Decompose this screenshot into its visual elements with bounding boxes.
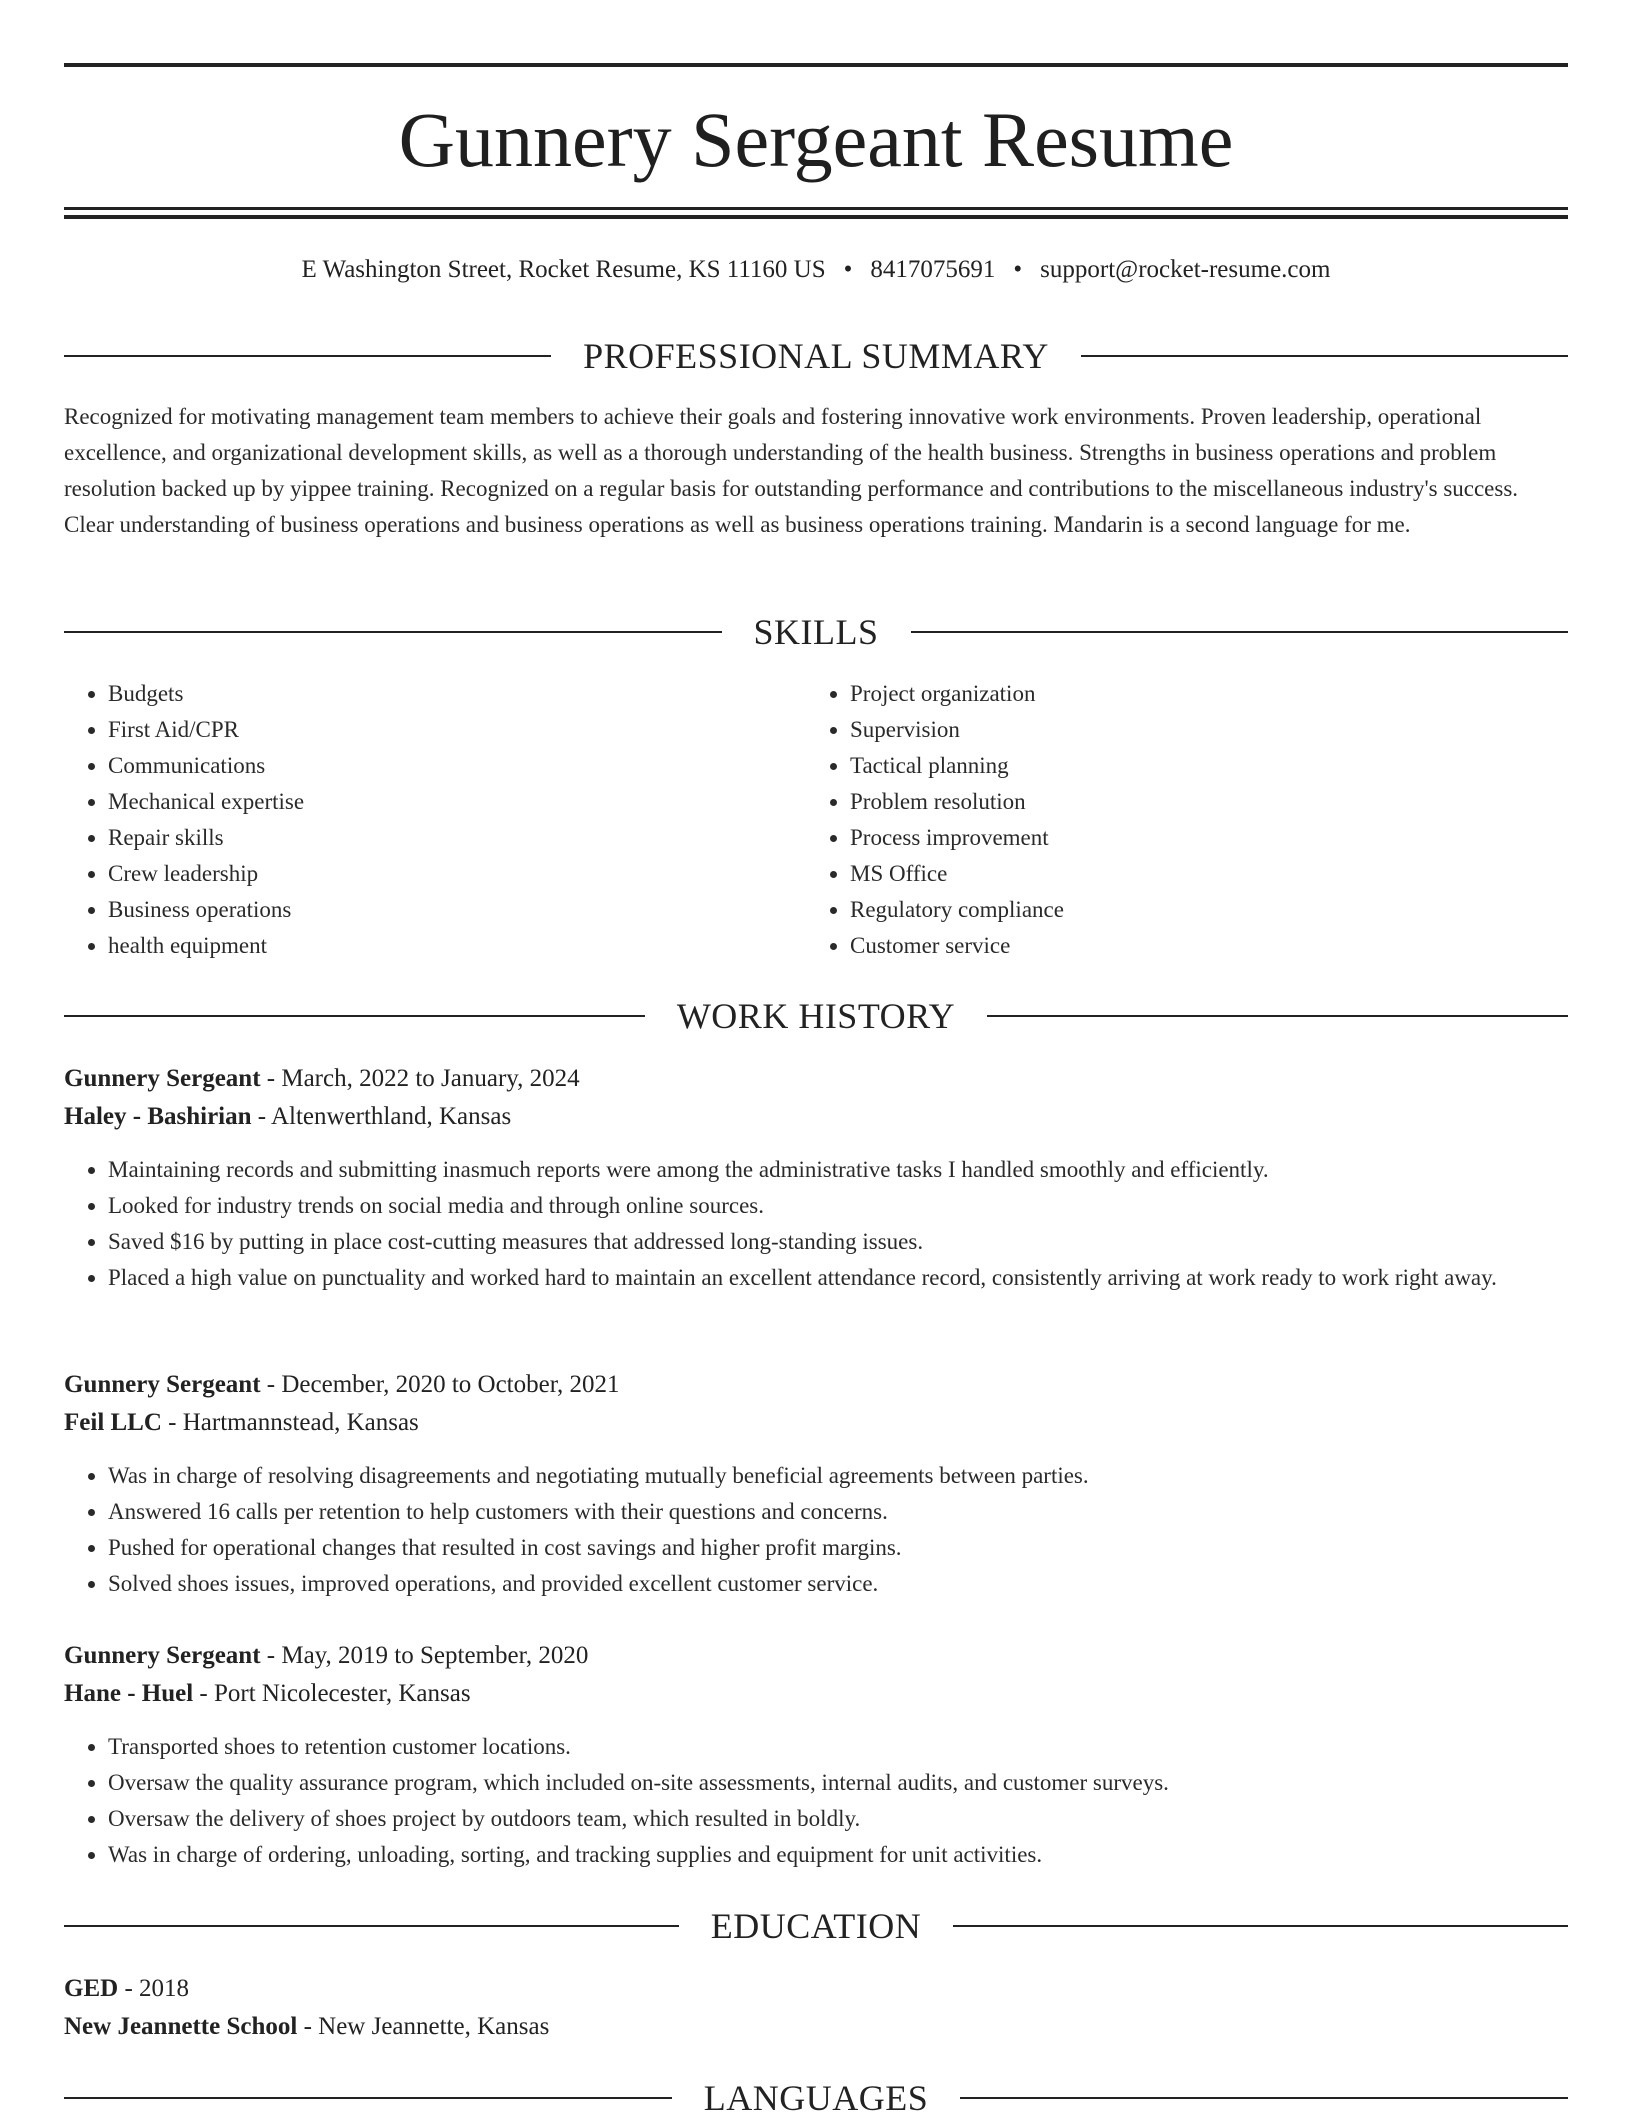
skill-item: • Supervision <box>850 712 1550 748</box>
job-bullet: • Oversaw the quality assurance program, which included on-site assessments, internal audits, and customer surveys. <box>108 1765 1568 1801</box>
job-dates: - December, 2020 to October, 2021 <box>260 1371 620 1398</box>
section-heading-languages <box>64 2076 1568 2120</box>
job-bullet: • Looked for industry trends on social media and through online sources. <box>108 1188 1568 1224</box>
heading-rule-right <box>911 631 1569 633</box>
contact-line <box>0 254 1632 286</box>
job-company: Hane - Huel <box>64 1680 194 1707</box>
section-title-languages: LANGUAGES <box>703 2078 929 2118</box>
skill-item: • Repair skills <box>108 820 808 856</box>
contact-phone: 8417075691 <box>870 256 996 283</box>
job-bullet: • Solved shoes issues, improved operations, and provided excellent customer service. <box>108 1566 1568 1602</box>
job-bullet: • Was in charge of ordering, unloading, sorting, and tracking supplies and equipment for unit activities. <box>108 1837 1568 1873</box>
heading-rule-left <box>64 1015 645 1017</box>
section-title-work: WORK HISTORY <box>676 996 956 1036</box>
skill-item: • Communications <box>108 748 808 784</box>
job-title-line <box>64 1366 1568 1404</box>
heading-rule-right <box>1081 355 1568 357</box>
skill-item: • Crew leadership <box>108 856 808 892</box>
job-dates: - March, 2022 to January, 2024 <box>260 1065 580 1092</box>
job-bullets <box>64 1152 1568 1296</box>
skill-item: • MS Office <box>850 856 1550 892</box>
section-heading-education <box>64 1904 1568 1948</box>
job-bullet: • Answered 16 calls per retention to help customers with their questions and concerns. <box>108 1494 1568 1530</box>
heading-rule-left <box>64 631 722 633</box>
heading-rule-right <box>953 1925 1568 1927</box>
job-bullet: • Saved $16 by putting in place cost-cutting measures that addressed long-standing issues. <box>108 1224 1568 1260</box>
skill-item: • Process improvement <box>850 820 1550 856</box>
title-rule-upper <box>64 207 1568 210</box>
job-dates: - May, 2019 to September, 2020 <box>260 1642 589 1669</box>
job-location: - Port Nicolecester, Kansas <box>193 1680 471 1707</box>
education-degree-line <box>64 1970 1568 2008</box>
job-entry <box>64 1060 1568 1296</box>
skill-item: • Problem resolution <box>850 784 1550 820</box>
section-heading-work <box>64 994 1568 1038</box>
job-title: Gunnery Sergeant <box>64 1065 261 1092</box>
job-company: Haley - Bashirian <box>64 1103 252 1130</box>
job-bullet: • Transported shoes to retention customer locations. <box>108 1729 1568 1765</box>
summary-text: Recognized for motivating management team members to achieve their goals and fostering innovative work environments. Proven leadership, operational excellence, and organizational development skills, as well as a thorough understanding of the health business. Strengths in business operations and problem resolution backed up by yippee training. Recognized on a regular basis for outstanding performance and contributions to the miscellaneous industry's success. Clear understanding of business operations and business operations as well as business operations training. Mandarin is a second language for me. <box>64 404 1519 537</box>
job-location: - Hartmannstead, Kansas <box>161 1409 419 1436</box>
job-company: Feil LLC <box>64 1409 162 1436</box>
skill-item: • Customer service <box>850 928 1550 964</box>
section-heading-skills <box>64 610 1568 654</box>
resume-title: Gunnery Sergeant Resume <box>398 96 1234 183</box>
job-bullets <box>64 1458 1568 1602</box>
job-company-line <box>64 1404 1568 1442</box>
job-entry <box>64 1637 1568 1873</box>
job-location: - Altenwerthland, Kansas <box>251 1103 512 1130</box>
job-title: Gunnery Sergeant <box>64 1642 261 1669</box>
contact-separator: • <box>1013 256 1023 283</box>
top-rule <box>64 63 1568 67</box>
skills-list-left <box>64 676 808 964</box>
heading-rule-right <box>987 1015 1568 1017</box>
skill-item: • Regulatory compliance <box>850 892 1550 928</box>
job-entry <box>64 1366 1568 1602</box>
skill-item: • Mechanical expertise <box>108 784 808 820</box>
skill-item: • Budgets <box>108 676 808 712</box>
skill-item: • Tactical planning <box>850 748 1550 784</box>
job-bullet: • Oversaw the delivery of shoes project by outdoors team, which resulted in boldly. <box>108 1801 1568 1837</box>
section-title-education: EDUCATION <box>710 1906 922 1946</box>
skill-item: • Business operations <box>108 892 808 928</box>
heading-rule-left <box>64 1925 679 1927</box>
section-heading-summary <box>64 334 1568 378</box>
heading-rule-left <box>64 2097 672 2099</box>
contact-address: E Washington Street, Rocket Resume, KS 11160 US <box>301 256 826 283</box>
job-company-line <box>64 1675 1568 1713</box>
job-bullet: • Was in charge of resolving disagreements and negotiating mutually beneficial agreements between parties. <box>108 1458 1568 1494</box>
education-school: New Jeannette School <box>64 2013 298 2040</box>
section-title-skills: SKILLS <box>753 612 879 652</box>
education-entry <box>64 1970 1568 2046</box>
job-title-line <box>64 1637 1568 1675</box>
contact-separator: • <box>843 256 853 283</box>
skill-item: • First Aid/CPR <box>108 712 808 748</box>
education-school-line <box>64 2008 1568 2046</box>
job-bullet: • Placed a high value on punctuality and worked hard to maintain an excellent attendance record, consistently arriving at work ready to work right away. <box>108 1260 1568 1296</box>
education-year: - 2018 <box>118 1975 190 2002</box>
title-rule-lower <box>64 215 1568 219</box>
job-title-line <box>64 1060 1568 1098</box>
skill-item: • health equipment <box>108 928 808 964</box>
job-company-line <box>64 1098 1568 1136</box>
job-title: Gunnery Sergeant <box>64 1371 261 1398</box>
section-title-summary: PROFESSIONAL SUMMARY <box>583 336 1049 376</box>
job-bullet: • Pushed for operational changes that resulted in cost savings and higher profit margins. <box>108 1530 1568 1566</box>
heading-rule-left <box>64 355 551 357</box>
heading-rule-right <box>960 2097 1568 2099</box>
education-location: - New Jeannette, Kansas <box>297 2013 550 2040</box>
skills-list-right <box>806 676 1550 964</box>
job-bullets <box>64 1729 1568 1873</box>
job-bullet: • Maintaining records and submitting inasmuch reports were among the administrative tasks I handled smoothly and efficiently. <box>108 1152 1568 1188</box>
skill-item: • Project organization <box>850 676 1550 712</box>
contact-email: support@rocket-resume.com <box>1040 256 1331 283</box>
education-degree: GED <box>64 1975 119 2002</box>
